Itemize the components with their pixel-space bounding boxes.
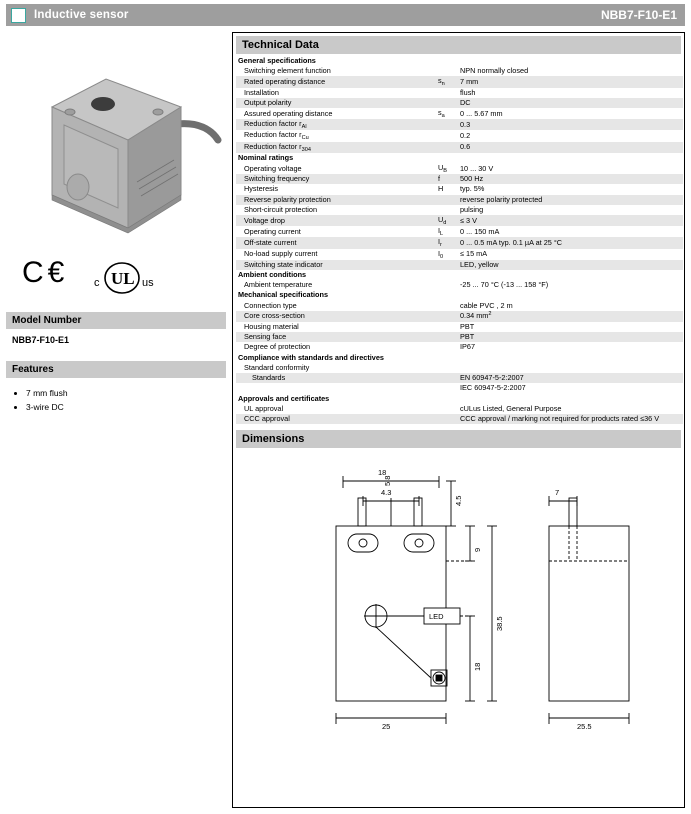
table-cell-value: 0 ... 150 mA: [460, 226, 500, 236]
table-cell-value: pulsing: [460, 204, 484, 214]
table-cell-symbol: [436, 322, 458, 332]
features-heading: Features: [6, 361, 226, 378]
table-row: [236, 119, 683, 130]
table-cell-value: 0.2: [460, 130, 471, 140]
table-cell-label: Standards: [236, 373, 436, 383]
left-column: [6, 32, 226, 418]
table-row: [236, 414, 683, 424]
table-row: [236, 363, 683, 373]
model-number-value: NBB7-F10-E1: [12, 335, 70, 345]
table-row: [236, 342, 683, 352]
table-cell-value: IEC 60947-5-2:2007: [460, 383, 526, 393]
table-cell-symbol: [436, 88, 458, 98]
table-row: [236, 373, 683, 383]
table-cell-label: Reduction factor $r_{Cu}$: [244, 130, 309, 142]
table-row: [236, 66, 683, 76]
table-cell-label: Short-circuit protection: [244, 204, 317, 214]
table-cell-value: 500 Hz: [458, 174, 683, 184]
table-cell-label: Switching state indicator: [236, 260, 436, 270]
table-cell-symbol: [436, 205, 458, 215]
table-cell-symbol: $s_n$: [436, 76, 458, 87]
table-cell-label: Switching frequency: [236, 174, 436, 184]
table-group-label: Compliance with standards and directives: [236, 353, 683, 363]
table-group-row: [236, 394, 683, 404]
table-row: [236, 108, 683, 119]
dim-right-9: 9: [473, 547, 482, 553]
table-cell-value: ≤ 3 V: [458, 215, 683, 226]
table-group-row: [236, 353, 683, 363]
table-cell-value: reverse polarity protected: [458, 195, 683, 205]
list-item: • 7 mm flush: [26, 388, 220, 398]
dim-width-top: 18: [378, 468, 387, 478]
table-cell-label: Rated operating distance: [236, 76, 436, 87]
svg-text:UL: UL: [111, 269, 135, 288]
table-cell-symbol: [436, 332, 458, 342]
svg-text:c: c: [94, 277, 100, 289]
table-cell-symbol: $U_B$: [438, 163, 448, 175]
table-cell-value: DC: [458, 98, 683, 108]
table-cell-value: EN 60947-5-2:2007: [458, 373, 683, 383]
table-cell-label: Voltage drop: [236, 215, 436, 226]
table-row: [236, 226, 683, 237]
table-cell-value: 0.34 $mm^2$: [458, 311, 683, 322]
dim-cable-height: 5.8: [383, 475, 392, 487]
table-row: [236, 383, 683, 393]
table-cell-symbol: [436, 280, 458, 290]
table-group-row: [236, 56, 683, 66]
table-cell-symbol: [436, 119, 458, 130]
table-cell-symbol: [436, 311, 458, 322]
table-cell-label: Operating current: [244, 226, 301, 236]
table-cell-value: NPN normally closed: [460, 66, 529, 76]
right-column: [232, 32, 685, 808]
table-cell-label: Operating voltage: [244, 163, 302, 173]
table-row: [236, 174, 683, 184]
features-body: [6, 378, 226, 418]
table-cell-label: Degree of protection: [244, 342, 311, 352]
table-row: [236, 130, 683, 141]
table-row: [236, 249, 683, 260]
technical-data-table: [236, 56, 683, 424]
table-cell-label: Ambient temperature: [244, 280, 313, 290]
table-cell-symbol: f: [436, 174, 458, 184]
table-cell-label: Output polarity: [236, 98, 436, 108]
table-cell-symbol: [436, 342, 458, 352]
table-row: [236, 404, 683, 414]
table-cell-symbol: $I_L$: [438, 226, 444, 238]
table-cell-symbol: [436, 383, 458, 393]
table-cell-symbol: H: [438, 184, 444, 194]
table-cell-label: Reduction factor $r_{Al}$: [236, 119, 436, 130]
table-cell-symbol: [436, 404, 458, 414]
dim-side-top-7: 7: [555, 488, 560, 498]
table-cell-symbol: [436, 301, 458, 311]
table-cell-symbol: [436, 373, 458, 383]
dim-hole-offset: 4.3: [381, 488, 392, 498]
table-group-row: [236, 290, 683, 300]
sensor-square-icon: [11, 8, 26, 23]
table-row: [236, 215, 683, 226]
features-list: [12, 388, 220, 412]
table-cell-label: UL approval: [244, 403, 284, 413]
ul-mark-icon: [94, 258, 164, 300]
table-cell-symbol: [436, 195, 458, 205]
table-group-label: Nominal ratings: [236, 153, 683, 163]
table-cell-value: cable PVC , 2 m: [460, 300, 513, 310]
table-cell-value: 0.6: [458, 142, 683, 153]
table-row: [236, 98, 683, 108]
table-cell-value: -25 ... 70 °C (-13 ... 158 °F): [460, 280, 549, 290]
dim-right-18: 18: [473, 662, 482, 672]
table-row: [236, 280, 683, 290]
table-cell-value: [458, 363, 683, 373]
svg-text:us: us: [142, 277, 154, 289]
table-cell-symbol: [436, 363, 458, 373]
table-row: [236, 332, 683, 342]
ce-mark-icon: C€: [22, 256, 69, 289]
table-row: [236, 184, 683, 194]
table-cell-label: Assured operating distance: [244, 108, 333, 118]
table-group-label: General specifications: [236, 56, 683, 66]
table-cell-value: IP67: [460, 342, 476, 352]
product-photo: [6, 32, 226, 242]
table-group-label: Ambient conditions: [236, 270, 683, 280]
table-cell-symbol: [436, 142, 458, 153]
table-row: [236, 76, 683, 87]
table-cell-value: PBT: [458, 332, 683, 342]
table-row: [236, 322, 683, 332]
table-cell-label: Sensing face: [236, 332, 436, 342]
table-cell-label: Standard conformity: [244, 362, 310, 372]
model-number-heading: Model Number: [6, 312, 226, 329]
table-cell-value: CCC approval / marking not required for products rated ≤36 V: [458, 414, 683, 424]
dimensions-heading: Dimensions: [236, 430, 681, 448]
table-cell-symbol: [436, 130, 458, 141]
dimensions-drawing: [233, 456, 684, 776]
table-cell-symbol: $I_r$: [436, 237, 458, 248]
table-group-row: [236, 270, 683, 280]
table-cell-value: ≤ 15 mA: [460, 249, 488, 259]
table-cell-label: Connection type: [244, 300, 297, 310]
table-group-label: Mechanical specifications: [236, 290, 683, 300]
table-row: [236, 195, 683, 205]
table-cell-symbol: [436, 98, 458, 108]
table-cell-value: typ. 5%: [460, 184, 485, 194]
table-cell-label: Installation: [244, 87, 279, 97]
table-row: [236, 163, 683, 174]
list-item: • 3-wire DC: [26, 402, 220, 412]
table-cell-value: cULus Listed, General Purpose: [460, 403, 562, 413]
table-cell-label: Switching element function: [244, 66, 331, 76]
table-cell-symbol: $s_a$: [438, 108, 445, 120]
page-title: Inductive sensor: [34, 9, 129, 21]
table-cell-label: Reduction factor $r_{304}$: [236, 142, 436, 153]
dim-bottom-25: 25: [382, 722, 391, 732]
table-row: [236, 301, 683, 311]
table-cell-value: 7 mm: [458, 76, 683, 87]
model-number-body: [6, 329, 226, 347]
table-cell-value: LED, yellow: [458, 260, 683, 270]
table-group-label: Approvals and certificates: [236, 394, 683, 404]
dim-right-38-5: 38.5: [495, 616, 504, 632]
table-cell-label: Off-state current: [236, 237, 436, 248]
table-cell-value: 0.3: [458, 119, 683, 130]
table-cell-label: [236, 383, 436, 393]
table-cell-value: PBT: [460, 322, 475, 332]
dim-top-4-5: 4.5: [454, 495, 463, 507]
certification-marks: [6, 248, 226, 308]
table-row: [236, 311, 683, 322]
table-cell-symbol: [436, 66, 458, 76]
dim-side-bottom-25-5: 25.5: [577, 722, 592, 732]
technical-data-heading: Technical Data: [236, 36, 681, 54]
table-row: [236, 237, 683, 248]
table-cell-value: flush: [460, 87, 476, 97]
table-cell-value: 0 ... 5.67 mm: [460, 108, 503, 118]
table-cell-value: 0 ... 0.5 mA typ. 0.1 µA at 25 °C: [458, 237, 683, 248]
table-cell-label: No-load supply current: [244, 249, 318, 259]
table-cell-symbol: $I_0$: [438, 248, 444, 260]
table-cell-label: Hysteresis: [244, 184, 279, 194]
table-cell-symbol: [436, 414, 458, 424]
table-cell-symbol: [436, 260, 458, 270]
table-cell-label: Housing material: [244, 322, 299, 332]
table-cell-label: CCC approval: [236, 414, 436, 424]
page-header: [6, 4, 685, 26]
table-cell-symbol: $U_d$: [436, 215, 458, 226]
led-label: LED: [429, 612, 444, 622]
table-row: [236, 260, 683, 270]
table-row: [236, 142, 683, 153]
table-cell-label: Reverse polarity protection: [236, 195, 436, 205]
header-model-number: NBB7-F10-E1: [600, 8, 677, 22]
table-row: [236, 205, 683, 215]
table-group-row: [236, 153, 683, 163]
table-cell-label: Core cross-section: [236, 311, 436, 322]
table-cell-value: 10 ... 30 V: [460, 163, 494, 173]
table-row: [236, 88, 683, 98]
